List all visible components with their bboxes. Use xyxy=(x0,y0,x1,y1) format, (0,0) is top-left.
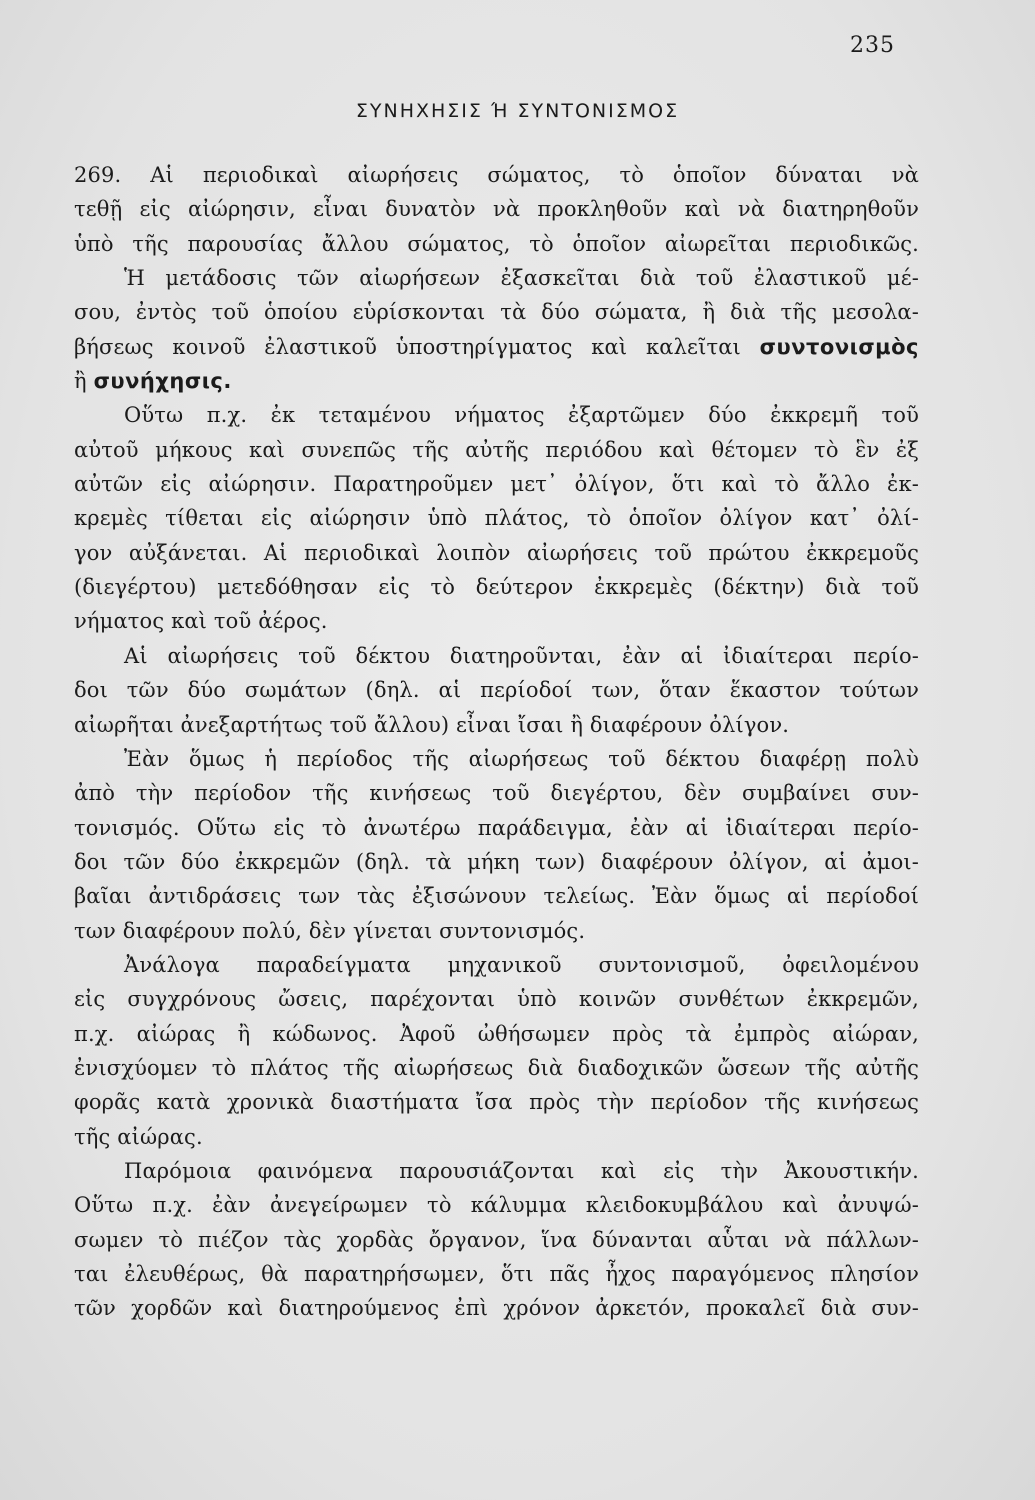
text-line: π.χ. αἰώρας ἢ κώδωνος. Ἀφοῦ ὠθήσωμεν πρὸς τὰ ἐμπρὸς αἰώραν, xyxy=(74,1021,919,1046)
text-line: ται ἐλευθέρως, θὰ παρατηρήσωμεν, ὅτι πᾶς ἦχος παραγόμενος πλησίον xyxy=(74,1262,919,1286)
bold-term-synichisis: συνήχησις. xyxy=(93,369,232,394)
text-line: Ἀνάλογα παραδείγματα μηχανικοῦ συντονισμοῦ, ὀφειλομένου xyxy=(124,952,919,977)
text-line: αὐτῶν εἰς αἰώρησιν. Παρατηροῦμεν μετ᾿ ὀλίγον, ὅτι καὶ τὸ ἄλλο ἐκ- xyxy=(74,472,919,497)
text-line: φορᾶς κατὰ χρονικὰ διαστήματα ἴσα πρὸς τὴν περίοδον τῆς κινήσεως xyxy=(74,1090,919,1115)
text-line: αὐτοῦ μήκους καὶ συνεπῶς τῆς αὐτῆς περιόδου καὶ θέτομεν τὸ ἓν ἐξ xyxy=(74,437,919,462)
text-line: των διαφέρουν πολύ, δὲν γίνεται συντονισμός. xyxy=(74,918,586,943)
text-line: Ἐὰν ὅμως ἡ περίοδος τῆς αἰωρήσεως τοῦ δέκτου διαφέρῃ πολὺ xyxy=(124,746,919,771)
text-line: βαῖαι ἀντιδράσεις των τὰς ἐξισώνουν τελείως. Ἐὰν ὅμως αἱ περίοδοί xyxy=(74,884,919,909)
text-line: τονισμός. Οὕτω εἰς τὸ ἀνωτέρω παράδειγμα, ἐὰν αἱ ἰδιαίτεραι περίο- xyxy=(74,815,919,840)
text-line: 269. Αἱ περιοδικαὶ αἰωρήσεις σώματος, τὸ ὁποῖον δύναται νὰ xyxy=(74,163,919,187)
text-line: δοι τῶν δύο σωμάτων (δηλ. αἱ περίοδοί των, ὅταν ἕκαστον τούτων xyxy=(74,678,919,703)
body-text xyxy=(74,158,919,1326)
text-line: Ἡ μετάδοσις τῶν αἰωρήσεων ἐξασκεῖται διὰ τοῦ ἐλαστικοῦ μέ- xyxy=(124,266,919,291)
text-line: νήματος καὶ τοῦ ἀέρος. xyxy=(74,609,328,634)
text-line: (διεγέρτου) μετεδόθησαν εἰς τὸ δεύτερον ἐκκρεμὲς (δέκτην) διὰ τοῦ xyxy=(74,575,919,600)
text-line: ἐνισχύομεν τὸ πλάτος τῆς αἰωρήσεως διὰ διαδοχικῶν ὤσεων τῆς αὐτῆς xyxy=(74,1055,919,1080)
text-line: σου, ἐντὸς τοῦ ὁποίου εὑρίσκονται τὰ δύο σώματα, ἢ διὰ τῆς μεσολα- xyxy=(74,300,919,325)
text-line: σωμεν τὸ πιέζον τὰς χορδὰς ὄργανον, ἵνα δύνανται αὗται νὰ πάλλων- xyxy=(74,1227,919,1252)
text-line: Οὕτω π.χ. ἐὰν ἀνεγείρωμεν τὸ κάλυμμα κλειδοκυμβάλου καὶ ἀνυψώ- xyxy=(74,1193,919,1218)
text-line: τεθῇ εἰς αἰώρησιν, εἶναι δυνατὸν νὰ προκληθοῦν καὶ νὰ διατηρηθοῦν xyxy=(74,197,919,222)
section-title: ΣΥΝΗΧΗΣΙΣ Ή ΣΥΝΤΟΝΙΣΜΟΣ xyxy=(355,100,680,122)
text-line xyxy=(74,330,919,364)
text-fragment: βήσεως κοινοῦ ἐλαστικοῦ ὑποστηρίγματος καὶ καλεῖται xyxy=(74,334,741,359)
text-line: δοι τῶν δύο ἐκκρεμῶν (δηλ. τὰ μήκη των) διαφέρουν ὀλίγον, αἱ ἀμοι- xyxy=(74,849,919,874)
text-line: τῆς αἰώρας. xyxy=(74,1124,203,1149)
text-line: Οὕτω π.χ. ἐκ τεταμένου νήματος ἐξαρτῶμεν δύο ἐκκρεμῆ τοῦ xyxy=(124,403,919,428)
text-line: Αἱ αἰωρήσεις τοῦ δέκτου διατηροῦνται, ἐὰν αἱ ἰδιαίτεραι περίο- xyxy=(124,643,919,668)
text-line: γον αὐξάνεται. Αἱ περιοδικαὶ λοιπὸν αἰωρήσεις τοῦ πρώτου ἐκκρεμοῦς xyxy=(74,540,919,565)
text-fragment: ἢ xyxy=(74,369,87,394)
text-line: Παρόμοια φαινόμενα παρουσιάζονται καὶ εἰς τὴν Ἀκουστικήν. xyxy=(124,1158,919,1183)
text-line: τῶν χορδῶν καὶ διατηρούμενος ἐπὶ χρόνον ἀρκετόν, προκαλεῖ διὰ συν- xyxy=(74,1296,919,1321)
text-line xyxy=(74,364,919,398)
page-number: 235 xyxy=(850,33,895,58)
text-line: αἰωρῆται ἀνεξαρτήτως τοῦ ἄλλου) εἶναι ἴσαι ἢ διαφέρουν ὀλίγον. xyxy=(74,712,790,737)
text-line: ἀπὸ τὴν περίοδον τῆς κινήσεως τοῦ διεγέρτου, δὲν συμβαίνει συν- xyxy=(74,781,919,806)
text-line: κρεμὲς τίθεται εἰς αἰώρησιν ὑπὸ πλάτος, τὸ ὁποῖον ὀλίγον κατ᾿ ὀλί- xyxy=(74,506,919,531)
bold-term-syntonismos: συντονισμὸς xyxy=(759,334,919,359)
text-line: εἰς συγχρόνους ὤσεις, παρέχονται ὑπὸ κοινῶν συνθέτων ἐκκρεμῶν, xyxy=(74,987,919,1012)
text-line: ὑπὸ τῆς παρουσίας ἄλλου σώματος, τὸ ὁποῖον αἰωρεῖται περιοδικῶς. xyxy=(74,231,919,256)
